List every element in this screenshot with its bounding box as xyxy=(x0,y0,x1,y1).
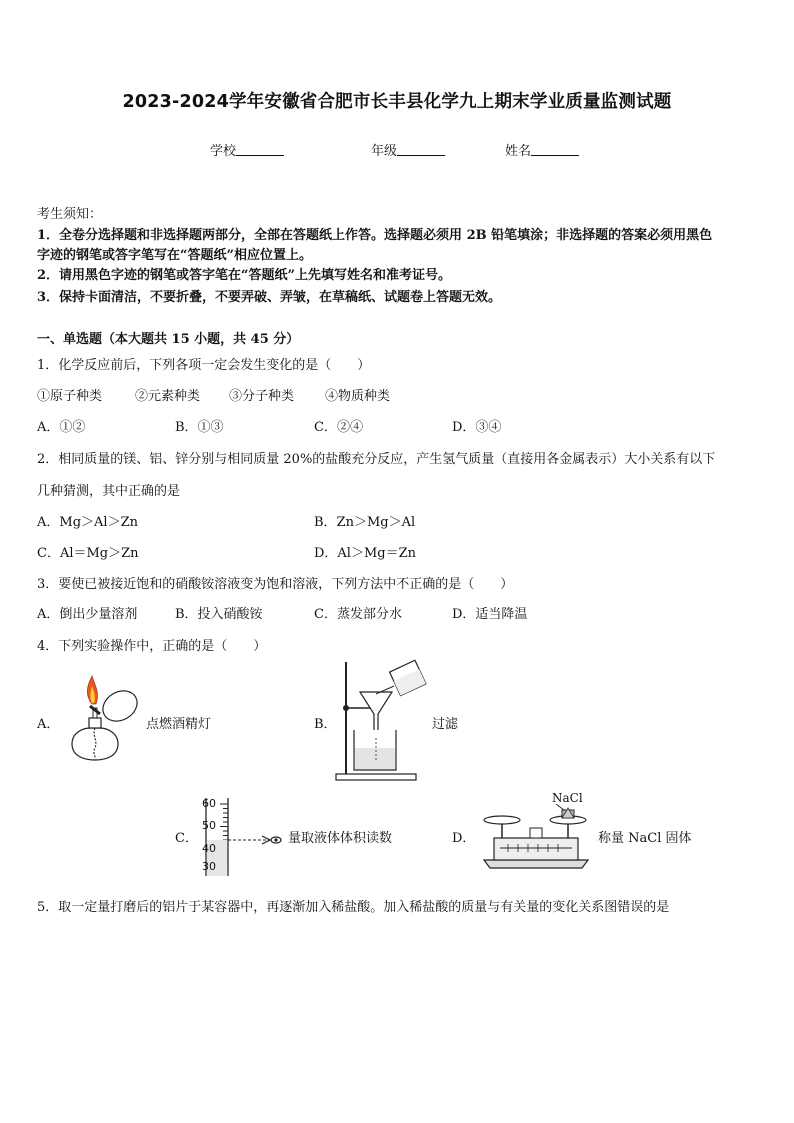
q2-option-a[interactable]: A．Mg＞Al＞Zn xyxy=(37,515,138,530)
q3-stem: 3．要使已被接近饱和的硝酸铵溶液变为饱和溶液，下列方法中不正确的是（ ） xyxy=(37,577,514,592)
school-field[interactable] xyxy=(210,140,284,159)
page-title: 2023-2024学年安徽省合肥市长丰县化学九上期末学业质量监测试题 xyxy=(122,92,672,112)
q2-stem-line-2: 几种猜测，其中正确的是 xyxy=(37,484,181,499)
q4-option-b-caption: 过滤 xyxy=(432,717,459,732)
alcohol-lamp-illustration xyxy=(62,676,142,766)
q1-option-a[interactable]: A．①② xyxy=(37,420,86,435)
q2-option-c[interactable]: C．Al＝Mg＞Zn xyxy=(37,546,139,561)
q3-option-a[interactable]: A．倒出少量溶剂 xyxy=(37,607,138,622)
q1-option-b[interactable]: B．①③ xyxy=(175,420,224,435)
q4-option-a-letter[interactable]: A． xyxy=(37,717,60,732)
notice-heading: 考生须知： xyxy=(37,207,103,222)
school-blank[interactable] xyxy=(236,143,284,156)
q4-option-d-letter[interactable]: D． xyxy=(452,831,476,846)
notice-line-3: 2．请用黑色字迹的钢笔或答字笔在“答题纸”上先填写姓名和准考证号。 xyxy=(37,268,452,283)
q4-option-b-letter[interactable]: B． xyxy=(314,717,337,732)
cylinder-tick-label: 60 xyxy=(202,797,216,810)
filtration-illustration xyxy=(332,658,432,783)
q3-option-d[interactable]: D．适当降温 xyxy=(452,607,528,622)
q1-item: ②元素种类 xyxy=(135,389,201,404)
notice-line-2: 字迹的钢笔或答字笔写在“答题纸”相应位置上。 xyxy=(37,248,312,263)
grade-blank[interactable] xyxy=(397,143,445,156)
name-blank[interactable] xyxy=(531,143,579,156)
q4-option-c-letter[interactable]: C． xyxy=(175,831,198,846)
q1-item: ④物质种类 xyxy=(325,389,391,404)
q2-option-d[interactable]: D．Al＞Mg＝Zn xyxy=(314,546,417,561)
q4-option-d-caption: 称量 NaCl 固体 xyxy=(598,831,692,846)
cylinder-tick-label: 30 xyxy=(202,860,216,873)
q1-option-c[interactable]: C．②④ xyxy=(314,420,363,435)
school-label: 学校 xyxy=(210,144,237,159)
q1-item: ③分子种类 xyxy=(229,389,295,404)
section-heading: 一、单选题（本大题共 15 小题，共 45 分） xyxy=(37,332,300,347)
q3-option-c[interactable]: C．蒸发部分水 xyxy=(314,607,402,622)
balance-illustration xyxy=(478,804,594,874)
q5-stem: 5．取一定量打磨后的铝片于某容器中，再逐渐加入稀盐酸。加入稀盐酸的质量与有关量的变化关系图错误的是 xyxy=(37,900,670,915)
q4-option-c-caption: 量取液体体积读数 xyxy=(288,831,393,846)
balance-label: NaCl xyxy=(552,791,583,805)
grade-label: 年级 xyxy=(371,144,398,159)
cylinder-tick-label: 50 xyxy=(202,819,216,832)
name-field[interactable] xyxy=(505,140,579,159)
q2-option-b[interactable]: B．Zn＞Mg＞Al xyxy=(314,515,416,530)
q4-option-a-caption: 点燃酒精灯 xyxy=(146,717,212,732)
cylinder-tick-label: 40 xyxy=(202,842,216,855)
q1-option-d[interactable]: D．③④ xyxy=(452,420,502,435)
name-label: 姓名 xyxy=(505,144,532,159)
grade-field[interactable] xyxy=(371,140,445,159)
q1-item: ①原子种类 xyxy=(37,389,103,404)
notice-line-4: 3．保持卡面清洁，不要折叠，不要弄破、弄皱，在草稿纸、试题卷上答题无效。 xyxy=(37,290,502,305)
q4-stem: 4．下列实验操作中，正确的是（ ） xyxy=(37,639,267,654)
q2-stem-line-1: 2．相同质量的镁、铝、锌分别与相同质量 20%的盐酸充分反应，产生氢气质量（直接用各金属表示）大小关系有以下 xyxy=(37,452,716,467)
notice-line-1: 1．全卷分选择题和非选择题两部分，全部在答题纸上作答。选择题必须用 2B 铅笔填涂；非选择题的答案必须用黑色 xyxy=(37,228,713,243)
q3-option-b[interactable]: B．投入硝酸铵 xyxy=(175,607,263,622)
q1-stem: 1．化学反应前后，下列各项一定会发生变化的是（ ） xyxy=(37,358,371,373)
